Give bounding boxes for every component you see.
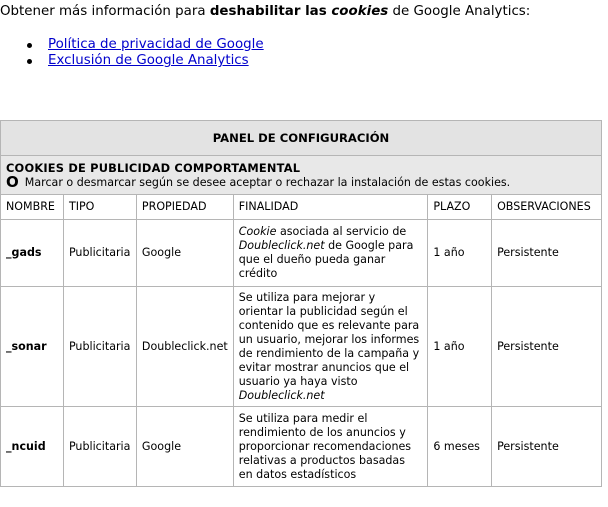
col-header-observaciones: OBSERVACIONES xyxy=(492,195,602,220)
intro-prefix: Obtener más información para xyxy=(0,4,210,19)
col-header-propiedad: PROPIEDAD xyxy=(136,195,233,220)
intro-suffix: de Google Analytics: xyxy=(388,4,531,19)
cookie-toggle[interactable]: O xyxy=(6,172,19,191)
column-header-row xyxy=(1,195,602,220)
list-item xyxy=(0,53,264,69)
col-header-finalidad: FINALIDAD xyxy=(233,195,428,220)
intro-bold-italic: cookies xyxy=(331,4,389,19)
col-header-plazo: PLAZO xyxy=(428,195,492,220)
panel-header-row xyxy=(1,121,602,156)
cookie-notes: Persistente xyxy=(492,407,602,487)
purpose-text: de Google para que el dueño pueda ganar crédito xyxy=(238,239,414,280)
intro-bold: deshabilitar las xyxy=(209,4,332,19)
intro-text xyxy=(0,3,608,20)
cookie-purpose: Se utiliza para medir el rendimiento de los anuncios y proporcionar recomendaciones relativas a productos basadas en datos estadísticos xyxy=(233,407,428,487)
cookie-type: Publicitaria xyxy=(63,220,136,287)
cookie-name: _gads xyxy=(1,220,64,287)
cookie-term: 1 año xyxy=(428,287,492,407)
col-header-tipo: TIPO xyxy=(63,195,136,220)
section-row xyxy=(1,156,602,195)
cookie-type: Publicitaria xyxy=(63,407,136,487)
cookie-name: _sonar xyxy=(1,287,64,407)
purpose-italic: Cookie xyxy=(238,225,277,238)
cookie-property: Google xyxy=(136,407,233,487)
toggle-description: Marcar o desmarcar según se desee aceptar o rechazar la instalación de estas cookies. xyxy=(24,175,511,189)
table-row xyxy=(1,287,602,407)
table-row xyxy=(1,407,602,487)
section-title: COOKIES DE PUBLICIDAD COMPORTAMENTAL xyxy=(6,160,301,175)
panel-title: PANEL DE CONFIGURACIÓN xyxy=(1,121,602,156)
purpose-text: asociada al servicio de xyxy=(276,225,407,238)
cookie-property: Google xyxy=(136,220,233,287)
config-panel-table xyxy=(0,120,602,487)
purpose-italic: Doubleclick.net xyxy=(238,239,325,252)
cookie-notes: Persistente xyxy=(492,287,602,407)
cookie-purpose xyxy=(233,287,428,407)
purpose-italic: Doubleclick.net xyxy=(238,388,325,402)
cookie-property: Doubleclick.net xyxy=(136,287,233,407)
links-list xyxy=(0,37,264,69)
table-row xyxy=(1,220,602,287)
col-header-nombre: NOMBRE xyxy=(1,195,64,220)
cookie-name: _ncuid xyxy=(1,407,64,487)
cookie-term: 1 año xyxy=(428,220,492,287)
cookie-term: 6 meses xyxy=(428,407,492,487)
google-privacy-policy-link[interactable]: Política de privacidad de Google xyxy=(48,37,264,52)
bullet-icon xyxy=(27,43,32,48)
purpose-text: Se utiliza para mejorar y orientar la publicidad según el contenido que es relevante para un usuario, mejorar los informes de rendimiento de la campaña y evitar mostrar anuncios que el usuario ya haya visto xyxy=(238,290,420,388)
cookie-purpose xyxy=(233,220,428,287)
bullet-icon xyxy=(27,59,32,64)
cookie-notes: Persistente xyxy=(492,220,602,287)
google-analytics-optout-link[interactable]: Exclusión de Google Analytics xyxy=(48,53,249,68)
list-item xyxy=(0,37,264,53)
cookie-type: Publicitaria xyxy=(63,287,136,407)
